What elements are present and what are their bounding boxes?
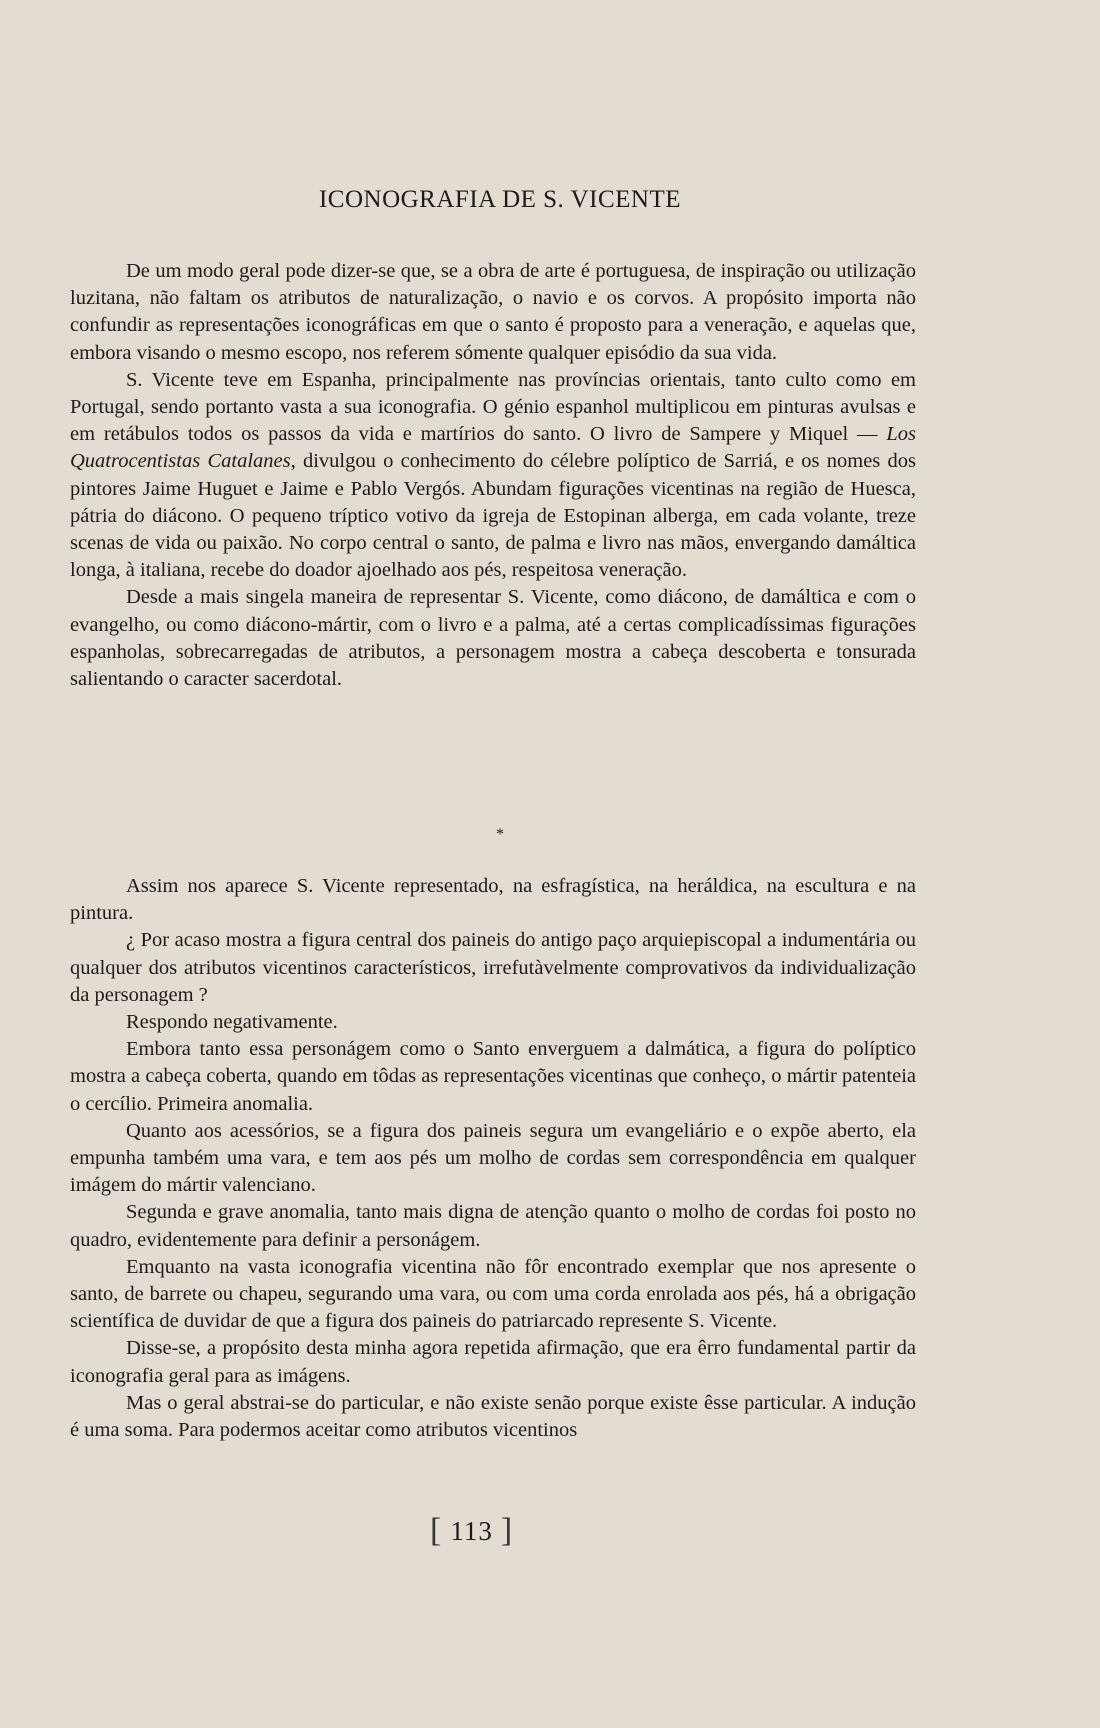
paragraph <box>70 367 916 585</box>
page-number <box>430 1512 513 1550</box>
paragraph-text: divulgou o conhecimento do célebre políptico de Sarriá, e os nomes dos pintores Jaime Huguet e Jaime e Pablo Vergós. Abundam figurações vicentinas na região de Huesca, pátria do diácono. O pequeno tríptico votivo da igreja de Estopinan alberga, em cada volante, treze scenas de vida ou paixão. No corpo central o santo, de palma e livro nas mãos, envergando damáltica longa, à italiana, recebe do doador ajoelhado aos pés, respeitosa veneração. <box>70 450 916 582</box>
paragraph: Segunda e grave anomalia, tanto mais digna de atenção quanto o molho de cordas foi posto no quadro, evidentemente para definir a personágem. <box>70 1201 916 1251</box>
paragraph: Emquanto na vasta iconografia vicentina não fôr encontrado exemplar que nos apresente o santo, de barrete ou chapeu, segurando uma vara, ou com uma corda enrolada aos pés, há a obrigação scientífica de duvidar de que a figura dos paineis do patriarcado represente S. Vicente. <box>70 1255 916 1333</box>
paragraph: De um modo geral pode dizer-se que, se a obra de arte é portuguesa, de inspiração ou utilização luzitana, não faltam os atributos de naturalização, o navio e os corvos. A propósito importa não confundir as representações iconográficas em que o santo é proposto para a veneração, e aquelas que, embora visando o mesmo escopo, nos referem sómente qualquer episódio da sua vida. <box>70 260 916 364</box>
paragraph-text: S. Vicente teve em Espanha, principalmente nas províncias orientais, tanto culto como em Portugal, sendo portanto vasta a sua iconografia. O génio espanhol multiplicou em pinturas avulsas e em retábulos todos os passos da vida e martírios do santo. O livro de Sampere y Miquel — <box>70 368 916 446</box>
paragraph: Embora tanto essa personágem como o Santo enverguem a dalmática, a figura do políptico mostra a cabeça coberta, quando em tôdas as representações vicentinas que conheço, o mártir patenteia o cercílio. Primeira anomalia. <box>70 1038 916 1115</box>
book-title: Los Quatrocentistas Catalanes, <box>70 423 916 473</box>
section-one <box>70 258 916 693</box>
paragraph: Mas o geral abstrai-se do particular, e não existe senão porque existe êsse particular. A indução é uma soma. Para podermos aceitar como atributos vicentinos <box>70 1391 916 1442</box>
section-separator: * <box>496 826 504 843</box>
paragraph: Disse-se, a propósito desta minha agora repetida afirmação, que era êrro fundamental partir da iconografia geral para as imágens. <box>70 1337 916 1387</box>
left-bracket-icon: [ <box>430 1512 443 1549</box>
paragraph: Respondo negativamente. <box>126 1011 338 1034</box>
paragraph: Quanto aos acessórios, se a figura dos paineis segura um evangeliário e o expõe aberto, ela empunha também uma vara, e tem aos pés um molho de cordas sem correspondência em qualquer imágem do mártir valenciano. <box>70 1119 916 1197</box>
section-two <box>70 873 916 1444</box>
paragraph: Assim nos aparece S. Vicente representado, na esfragística, na heráldica, na escultura e na pintura. <box>70 875 916 925</box>
paragraph: ¿ Por acaso mostra a figura central dos paineis do antigo paço arquiepiscopal a indumentária ou qualquer dos atributos vicentinos característicos, irrefutàvelmente comprovativos da individualização da personagem ? <box>70 929 916 1006</box>
right-bracket-icon: ] <box>500 1512 514 1549</box>
paragraph: Desde a mais singela maneira de representar S. Vicente, como diácono, de damáltica e com o evangelho, ou como diácono-mártir, com o livro e a palma, até a certas complicadíssimas figurações espanholas, sobrecarregadas de atributos, a personagem mostra a cabeça descoberta e tonsurada salientando o caracter sacerdotal. <box>70 586 916 691</box>
page-number-value: 113 <box>450 1515 493 1546</box>
page-title: ICONOGRAFIA DE S. VICENTE <box>318 186 682 213</box>
